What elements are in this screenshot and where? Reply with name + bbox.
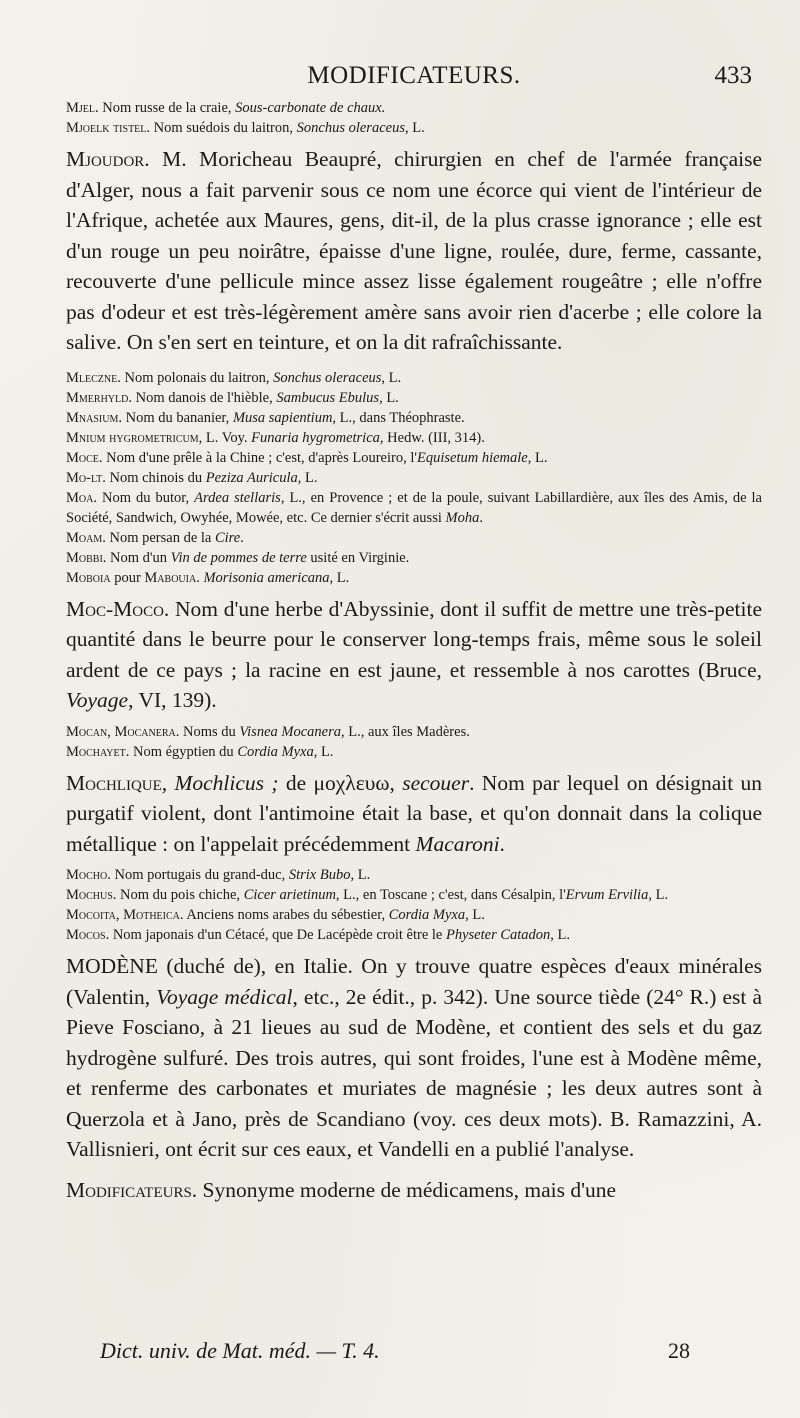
page-footer xyxy=(100,1338,690,1364)
entry-mocho: Mocho. Nom portugais du grand-duc, Strix Bubo, L. xyxy=(66,867,371,883)
entry-mochus: Mochus. Nom du pois chiche, Cicer arietinum, L., en Toscane ; c'est, dans Césalpin, l'Ervum Ervilia, L. xyxy=(66,887,669,903)
page-header xyxy=(66,62,762,98)
entry-mjoelk-tistel: Mjoelk tistel. Nom suédois du laitron, Sonchus oleraceus, L. xyxy=(66,120,425,136)
entry-mocoita: Mocoita, Motheica. Anciens noms arabes du sébestier, Cordia Myxa, L. xyxy=(66,907,485,923)
entry-mjel: Mjel. Nom russe de la craie, Sous-carbonate de chaux. xyxy=(66,100,386,116)
entry-mnasium: Mnasium. Nom du bananier, Musa sapientium, L., dans Théophraste. xyxy=(66,409,465,426)
entry-mochayet: Mochayet. Nom égyptien du Cordia Myxa, L. xyxy=(66,743,334,760)
entry-mochlique: Mochlique, Mochlicus ; de μοχλευω, secouer. Nom par lequel on désignait un purgatif violent, dont l'antimoine était la base, et qu'on donnait dans la colique métallique : on l'appelait précédemment Macaroni. xyxy=(66,770,763,856)
entry-mnium-hygrometricum: Mnium hygrometricum, L. Voy. Funaria hygrometrica, Hedw. (III, 314). xyxy=(66,429,485,446)
entry-mleczne: Mleczne. Nom polonais du laitron, Sonchus oleraceus, L. xyxy=(66,369,402,386)
folio-number: 28 xyxy=(668,1338,690,1363)
page-number: 433 xyxy=(714,62,752,89)
entry-mocan: Mocan, Mocanera. Noms du Visnea Mocanera, L., aux îles Madères. xyxy=(66,723,470,740)
entry-modene: MODÈNE (duché de), en Italie. On y trouve quatre espèces d'eaux minérales (Valentin, Voyage médical, etc., 2e édit., p. 342). Une source tiède (24° R.) est à Pieve Fosciano, à 21 lieues au sud de Modène, et contient des sels et du gaz hydrogène sulfuré. Des trois autres, qui sont froides, l'une est à Modène même, et renferme des carbonates et muriates de magnésie ; les deux autres sont à Querzola et à Jano, près de Scandiano (voy. ces deux mots). B. Ramazzini, A. Vallisnieri, ont écrit sur ces eaux, et Vandelli en a publié l'analyse. xyxy=(66,954,762,1161)
entry-moam: Moam. Nom persan de la Cire. xyxy=(66,529,244,546)
running-head: MODIFICATEURS. xyxy=(307,62,521,89)
entry-mocos: Mocos. Nom japonais d'un Cétacé, que De Lacépède croit être le Physeter Catadon, L. xyxy=(66,927,571,943)
entry-moce: Moce. Nom d'une prêle à la Chine ; c'est, d'après Loureiro, l'Equisetum hiemale, L. xyxy=(66,449,548,466)
entry-mo-lt: Mo-lt. Nom chinois du Peziza Auricula, L. xyxy=(66,469,318,486)
signature-mark: Dict. univ. de Mat. méd. — T. 4. xyxy=(100,1338,380,1363)
entry-moboia: Moboia pour Mabouia. Morisonia americana, L. xyxy=(66,569,350,586)
entry-moc-moco: Moc-Moco. Nom d'une herbe d'Abyssinie, dont il suffit de mettre une très-petite quantité dans le beurre pour le conserver long-temps frais, même sous le soleil ardent de ce pays ; la racine en est jaune, et ressemble à nos carottes (Bruce, Voyage, VI, 139). xyxy=(66,596,762,712)
entry-mobbi: Mobbi. Nom d'un Vin de pommes de terre usité en Virginie. xyxy=(66,549,410,566)
entry-moa: Moa. Nom du butor, Ardea stellaris, L., en Provence ; et de la poule, suivant Labillardière, aux îles des Amis, de la Société, Sandwich, Owyhée, Mowée, etc. Ce dernier s'écrit aussi Moha. xyxy=(66,489,762,526)
entry-mjoudor: Mjoudor. M. Moricheau Beaupré, chirurgien en chef de l'armée française d'Alger, nous a fait parvenir sous ce nom une écorce qui vient de l'intérieur de l'Afrique, achetée aux Maures, gens, dit-il, de la plus crasse ignorance ; elle est d'un rouge un peu noirâtre, épaisse d'une ligne, roulée, dure, ferme, cassante, recouverte d'une pellicule mince assez lisse également rougeâtre ; elle n'offre pas d'odeur et est très-légèrement amère sans avoir rien d'acerbe ; elle colore la salive. On s'en sert en teinture, et on la dit rafraîchissante. xyxy=(66,147,762,354)
entry-modificateurs: Modificateurs. Synonyme moderne de médicamens, mais d'une xyxy=(66,1177,617,1202)
entry-mmerhyld: Mmerhyld. Nom danois de l'hièble, Sambucus Ebulus, L. xyxy=(66,389,399,406)
